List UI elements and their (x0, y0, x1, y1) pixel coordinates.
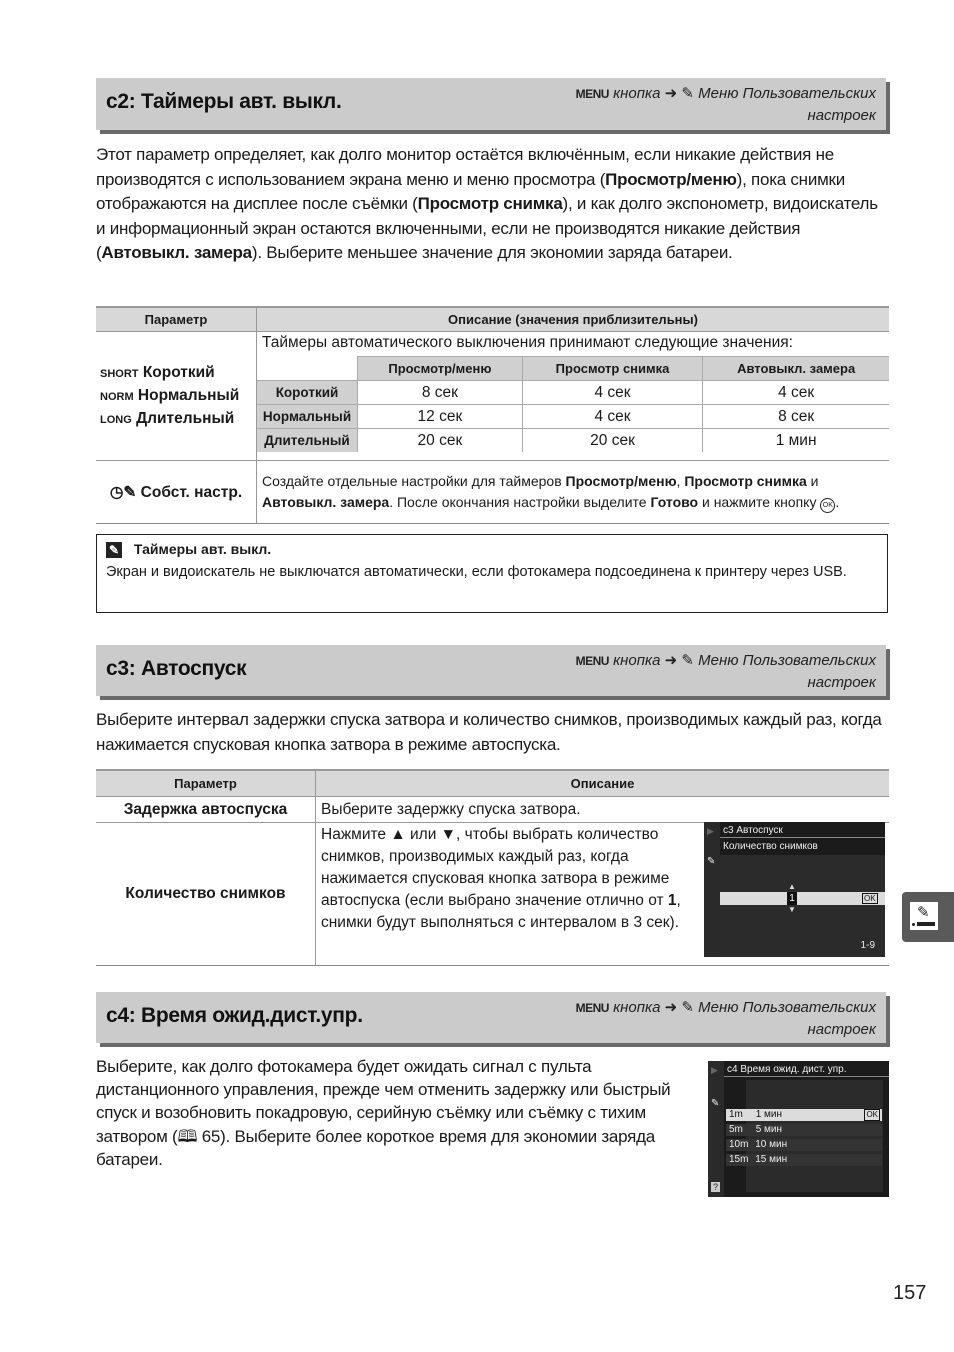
option-row[interactable]: 10m 10 мин (726, 1139, 882, 1151)
pencil-icon: ✎ (681, 652, 694, 669)
pencil-tab-icon: ✎ (711, 1098, 720, 1109)
camera-screen-c3: ▶ ✎ c3 Автоспуск Количество снимков ▲ 1 OK ▼ 1-9 (704, 822, 885, 957)
option-row-selected[interactable]: 1m 1 мин OK (726, 1109, 882, 1121)
long-icon: LONG (100, 413, 132, 426)
c3-settings-table: Параметр Описание Задержка автоспуска Выберите задержку спуска затвора. Количество снимков Нажмите ▲ или ▼, чтобы выбрать количество снимков, производимых каждый раз, когда нажимается спусковая кнопка затвора в режиме автоспуска (если выбрано значение отлично от 1, снимки будут выполняться с интервалом в 3 сек). (96, 769, 889, 966)
c4-intro: Выберите, как долго фотокамера будет ожидать сигнал с пульта дистанционного управления, прежде чем отменить задержку или быстрый спуск и возобновить покадровую, серийную съёмку или съёмку с тихим затвором (🕮 65). Выберите более короткое время для экономии заряда батареи. (96, 1057, 671, 1169)
playback-tab-icon: ▶ (711, 1065, 718, 1075)
ok-icon: OK (864, 894, 876, 903)
custom-desc: Создайте отдельные настройки для таймеров Просмотр/меню, Просмотр снимка и Автовыкл. замера. После окончания настройки выделите Готово и нажмите кнопку OK . (257, 461, 890, 524)
option-row[interactable]: 15m 15 мин (726, 1154, 882, 1166)
page-number: 157 (893, 1282, 927, 1304)
option-row[interactable]: 5m 5 мин (726, 1124, 882, 1136)
table-row: Короткий 8 сек 4 сек 4 сек (257, 381, 889, 405)
note-text: Экран и видоискатель не выключатся автоматически, если фотокамера подсоединена к принтеру через USB. (106, 564, 847, 580)
arrow-icon: ➜ (664, 85, 678, 102)
norm-icon: NORM (100, 390, 134, 403)
down-arrow-icon: ▼ (788, 905, 796, 914)
timer-options: SHORT Короткий NORM Нормальный LONG Длительный (96, 332, 257, 461)
section-title-c4: c4: Время ожид.дист.упр. (106, 1004, 363, 1027)
menu-path: MENU кнопка ➜ ✎ Меню Пользовательских настроек (575, 999, 876, 1038)
ok-icon: OK (866, 1110, 878, 1119)
c2-settings-table (96, 306, 889, 524)
c3-intro: Выберите интервал задержки спуска затвора и количество снимков, производимых каждый раз, когда нажимается спусковая кнопка затвора в режиме автоспуска. (96, 710, 882, 754)
timers-intro: Таймеры автоматического выключения принимают следующие значения: (262, 334, 793, 351)
arrow-icon: ➜ (664, 999, 678, 1016)
custom-settings-tab-icon: ✎ (910, 902, 938, 930)
book-icon: 🕮 (177, 1126, 198, 1146)
section-header-c3 (96, 645, 886, 696)
ok-button-icon: OK (820, 498, 835, 513)
timer-values-table: Просмотр/меню Просмотр снимка Автовыкл. замера Короткий 8 сек 4 сек 4 сек Нормальный 12 сек 4 сек 8 сек Длительный 20 сек 20 сек 1 мин (257, 356, 889, 452)
chapter-tab (902, 892, 954, 942)
section-header-c2 (96, 78, 886, 130)
section-title-c2: c2: Таймеры авт. выкл. (106, 90, 342, 113)
table-row: Длительный 20 сек 20 сек 1 мин (257, 429, 889, 453)
menu-button-label: MENU (575, 87, 609, 101)
col-header-desc: Описание (значения приблизительны) (257, 307, 890, 332)
help-icon: ? (712, 1182, 718, 1192)
pencil-tab-icon: ✎ (707, 856, 716, 867)
note-pencil-icon: ✎ (106, 542, 122, 558)
up-arrow-icon: ▲ (788, 882, 796, 891)
pencil-icon: ✎ (681, 85, 694, 102)
table-row: Нормальный 12 сек 4 сек 8 сек (257, 405, 889, 429)
playback-tab-icon: ▶ (707, 826, 714, 836)
c2-intro: Этот параметр определяет, как долго монитор остаётся включённым, если никакие действия не производятся с использованием экрана меню и меню просмотра (Просмотр/меню), пока снимки отображаются на дисплее после съёмки (Просмотр снимка), и как долго экспонометр, видоискатель и информационный экран остаются включенными, если не производятся никакие действия (Автовыкл. замера). Выберите меньшее значение для экономии заряда батареи. (96, 145, 878, 262)
page-reference[interactable]: 65 (201, 1126, 221, 1146)
custom-timer-icon: ◷✎ (109, 483, 137, 501)
col-header-param: Параметр (96, 307, 257, 332)
note-title: Таймеры авт. выкл. (133, 541, 272, 557)
menu-path: MENU кнопка ➜ ✎ Меню Пользовательских настроек (575, 85, 876, 124)
section-header-c4 (96, 992, 886, 1043)
camera-screen-c4: ▶ ✎ ? c4 Время ожид. дист. упр. 1m 1 мин OK 5m 5 мин 10m 10 мин 15m 15 мин (708, 1061, 889, 1197)
short-icon: SHORT (100, 367, 139, 380)
note-box (96, 534, 888, 613)
custom-option: ◷✎ Собст. настр. (109, 483, 243, 501)
arrow-icon: ➜ (664, 652, 678, 669)
pencil-icon: ✎ (681, 999, 694, 1016)
menu-path: MENU кнопка ➜ ✎ Меню Пользовательских настроек (575, 652, 876, 691)
section-title-c3: c3: Автоспуск (106, 657, 247, 680)
